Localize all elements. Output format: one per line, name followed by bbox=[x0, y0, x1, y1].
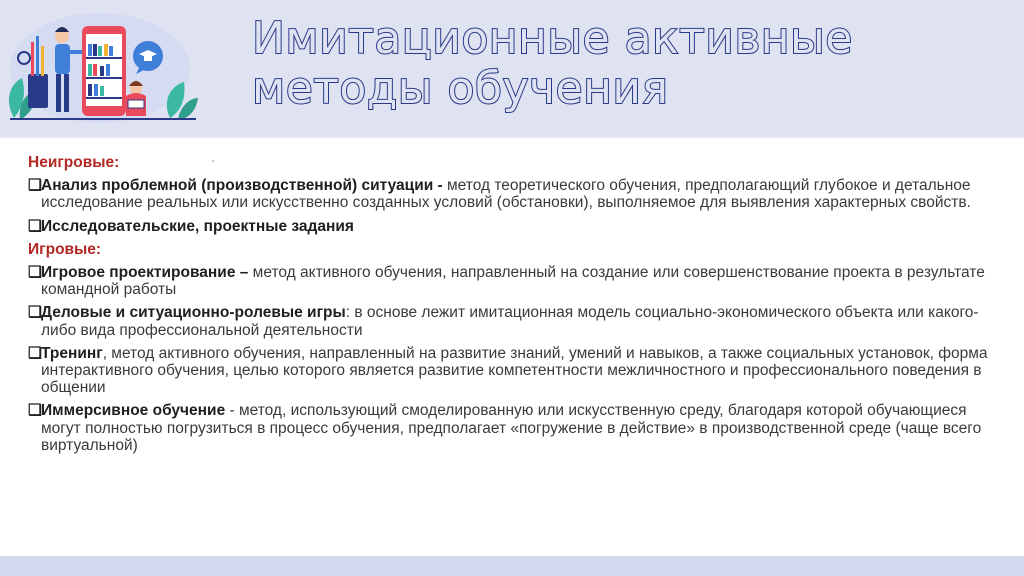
item-text: метод теоретического обучения, предполагающий глубокое и детальное исследование реальных или искусственно созданных условий (обстановки), выполняемое для выявления характерных свойств. bbox=[41, 177, 971, 212]
item-term: Исследовательские, проектные задания bbox=[41, 217, 354, 235]
phone-bookshelf-icon bbox=[82, 26, 126, 116]
title-line-1: Имитационные активные bbox=[252, 13, 853, 64]
item-term: Тренинг bbox=[41, 344, 103, 362]
content-body bbox=[28, 154, 1008, 460]
list-item bbox=[28, 402, 1008, 454]
list-item bbox=[28, 264, 1008, 298]
checkbox-bullet-icon: ❑ bbox=[28, 304, 42, 322]
list-item bbox=[28, 304, 1008, 338]
list-item bbox=[28, 218, 1008, 235]
item-text: , метод активного обучения, направленный на развитие знаний, умений и навыков, а также социальных установок, форма интерактивного обучения, целью которого является развитие компетентности межличностного и профессионального поведения в общении bbox=[41, 344, 988, 397]
checkbox-bullet-icon: ❑ bbox=[28, 344, 42, 362]
list-item bbox=[28, 345, 1008, 397]
checkbox-bullet-icon: ❑ bbox=[28, 217, 42, 235]
checkbox-bullet-icon: ❑ bbox=[28, 264, 42, 282]
ground-line bbox=[10, 118, 196, 120]
item-term: Деловые и ситуационно-ролевые игры bbox=[41, 304, 346, 322]
item-text: - метод, использующий смоделированную или искусственную среду, благодаря которой обучающиеся могут полностью погрузиться в процесс обучения, предполагает «погружение в действие» в производственной среде (чаще всего виртуальной) bbox=[41, 402, 982, 454]
item-text: : в основе лежит имитационная модель социально-экономического объекта или какого-либо вида профессиональной деятельности bbox=[41, 304, 979, 339]
item-text: метод активного обучения, направленный на создание или совершенствование проекта в результате командной работы bbox=[41, 264, 985, 299]
section-heading-game: Игровые: bbox=[28, 240, 102, 258]
section-heading-non-game: Неигровые: bbox=[28, 154, 120, 171]
page-title bbox=[252, 14, 1012, 114]
item-term: Анализ проблемной (производственной) ситуации - bbox=[41, 177, 443, 195]
item-term: Иммерсивное обучение bbox=[41, 402, 226, 420]
item-term: Игровое проектирование – bbox=[41, 264, 249, 282]
education-illustration bbox=[0, 0, 200, 130]
list-item bbox=[28, 177, 1008, 211]
checkbox-bullet-icon: ❑ bbox=[28, 177, 42, 195]
bottom-strip bbox=[0, 556, 1024, 576]
checkbox-bullet-icon: ❑ bbox=[28, 402, 42, 420]
title-line-2: методы обучения bbox=[252, 63, 669, 114]
